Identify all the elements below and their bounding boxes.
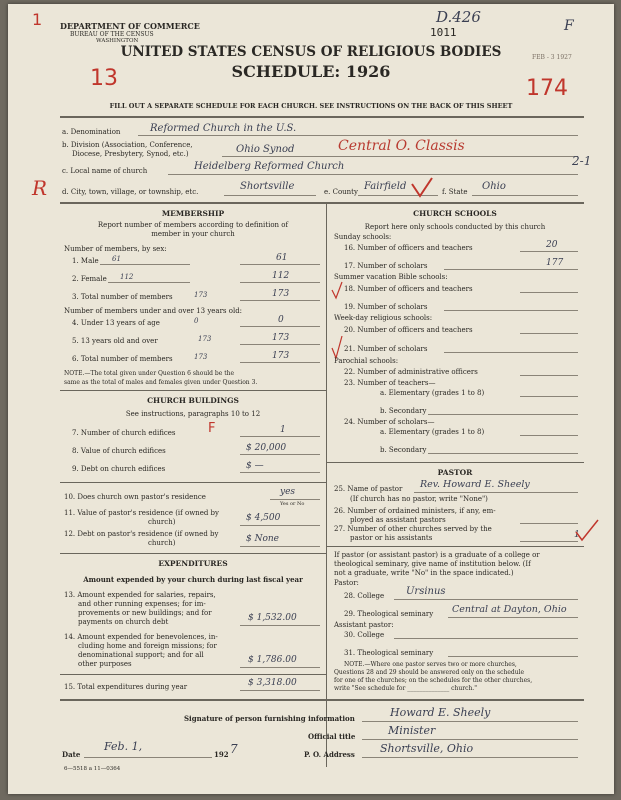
q6-total-label: 6. Total number of members xyxy=(72,355,173,363)
q10-residence-label: 10. Does church own pastor's residence xyxy=(64,493,206,501)
red-r-mark: R xyxy=(32,176,48,200)
q17-label: 17. Number of scholars xyxy=(344,262,428,270)
q28-value: Ursinus xyxy=(406,586,446,597)
pastor-note-2: Questions 28 and 29 should be answered only on the schedule xyxy=(334,669,525,676)
city-label: d. City, town, village, or township, etc. xyxy=(62,188,199,196)
q11-label-2: church) xyxy=(148,518,176,526)
q3-total-label: 3. Total number of members xyxy=(72,293,173,301)
expenditures-subheading: Amount expended by your church during last fiscal year xyxy=(83,575,303,584)
po-address-label: P. O. Address xyxy=(304,750,355,759)
q9-debt-value: $ — xyxy=(246,461,264,471)
q24-label: 24. Number of scholars— xyxy=(344,418,435,426)
q13-line-3: provements or new buildings; and for xyxy=(78,609,212,617)
handwritten-side-note: 2-1 xyxy=(572,154,592,168)
buildings-heading: CHURCH BUILDINGS xyxy=(147,396,239,405)
membership-heading: MEMBERSHIP xyxy=(161,209,225,218)
year-prefix: 192 xyxy=(214,750,229,759)
q6-total-value: 173 xyxy=(272,351,290,361)
age-breakdown-label: Number of members under and over 13 years old: xyxy=(64,307,243,315)
denomination-value: Reformed Church in the U.S. xyxy=(150,123,297,134)
division-label-line1: b. Division (Association, Conference, xyxy=(62,141,193,149)
pastor-note-4: write "See schedule for ______________ church." xyxy=(334,685,477,692)
signature-label: Signature of person furnishing information xyxy=(184,714,355,723)
q10-residence-value: yes xyxy=(280,487,296,497)
form-title: UNITED STATES CENSUS OF RELIGIOUS BODIES xyxy=(120,44,502,60)
division-red-annotation: Central O. Classis xyxy=(338,138,465,154)
date-value: Feb. 1, xyxy=(104,740,143,753)
q4-under13-label: 4. Under 13 years of age xyxy=(72,319,160,327)
official-title-label: Official title xyxy=(308,732,356,741)
q12-label-1: 12. Debt on pastor's residence (if owned by xyxy=(64,530,219,538)
q26-line-2: ployed as assistant pastors xyxy=(350,516,446,524)
q3-total-value: 173 xyxy=(272,289,290,299)
red-right-number: 174 xyxy=(526,76,568,101)
q13-line-1: 13. Amount expended for salaries, repairs, xyxy=(64,591,216,599)
department-name: DEPARTMENT OF COMMERCE xyxy=(60,21,200,31)
local-name-value: Heidelberg Reformed Church xyxy=(194,161,345,172)
graduate-note-3: not a graduate, write "No" in the space indicated.) xyxy=(334,569,514,577)
membership-note-2: same as the total of males and females given under Question 3. xyxy=(64,379,258,386)
date-label: Date xyxy=(62,750,81,759)
state-value: Ohio xyxy=(482,181,506,192)
q24b-label: b. Secondary xyxy=(380,446,427,454)
q2-female-hand: 112 xyxy=(120,273,134,281)
q11-label-1: 11. Value of pastor's residence (if owned by xyxy=(64,509,219,517)
q16-value: 20 xyxy=(546,240,558,250)
membership-subheading-2: member in your church xyxy=(151,230,235,238)
assistant-pastor-subheading: Assistant pastor: xyxy=(334,621,394,629)
q6-total-hand: 173 xyxy=(194,353,208,361)
q5-over13-label: 5. 13 years old and over xyxy=(72,337,158,345)
fill-out-instruction: FILL OUT A SEPARATE SCHEDULE FOR EACH CHURCH. SEE INSTRUCTIONS ON THE BACK OF THIS SHEET xyxy=(109,102,513,110)
summer-schools-label: Summer vacation Bible schools: xyxy=(334,273,448,281)
q7-edifices-value: 1 xyxy=(280,425,286,435)
pastor-note-3: for one of the churches; on the schedules for the other churches, xyxy=(334,677,533,684)
schedule-title: SCHEDULE: 1926 xyxy=(231,62,391,81)
red-check-icon xyxy=(574,518,600,544)
city-name: WASHINGTON xyxy=(96,38,139,44)
local-name-label: c. Local name of church xyxy=(62,167,148,175)
expenditures-heading: EXPENDITURES xyxy=(158,559,228,568)
q3-total-hand: 173 xyxy=(194,291,208,299)
q23a-label: a. Elementary (grades 1 to 8) xyxy=(380,389,485,397)
county-label: e. County xyxy=(324,188,358,196)
city-value: Shortsville xyxy=(240,181,295,192)
handwritten-file-number: D.426 xyxy=(436,8,481,26)
membership-note-1: NOTE.—The total given under Question 6 should be the xyxy=(64,370,235,377)
q1-male-label: 1. Male xyxy=(72,257,99,265)
q5-over13-value: 173 xyxy=(272,333,290,343)
q13-line-4: payments on church debt xyxy=(78,618,169,626)
q4-under13-hand: 0 xyxy=(194,317,199,325)
po-address-value: Shortsville, Ohio xyxy=(380,742,474,755)
q12-label-2: church) xyxy=(148,539,176,547)
q23-label: 23. Number of teachers— xyxy=(344,379,436,387)
q5-over13-hand: 173 xyxy=(198,335,212,343)
q27-value: 1 xyxy=(574,530,580,540)
red-check-icon xyxy=(410,176,434,198)
q19-label: 19. Number of scholars xyxy=(344,303,428,311)
q29-value: Central at Dayton, Ohio xyxy=(452,604,567,615)
denomination-label: a. Denomination xyxy=(62,128,121,136)
year-value: 7 xyxy=(230,742,238,756)
q8-value-value: $ 20,000 xyxy=(246,443,287,453)
official-title-value: Minister xyxy=(388,724,436,737)
census-schedule-sheet xyxy=(8,4,614,794)
q21-label: 21. Number of scholars xyxy=(344,345,428,353)
q8-value-label: 8. Value of church edifices xyxy=(72,447,166,455)
q26-line-1: 26. Number of ordained ministers, if any, em- xyxy=(334,507,496,515)
q1-male-value: 61 xyxy=(276,253,288,263)
pastor-note-1: NOTE.—Where one pastor serves two or more churches, xyxy=(344,661,517,668)
q25-label: 25. Name of pastor xyxy=(334,485,403,493)
stamp-number: 1011 xyxy=(430,26,457,39)
q1-male-hand: 61 xyxy=(112,255,121,263)
red-corner-mark: 1 xyxy=(32,10,43,29)
q31-label: 31. Theological seminary xyxy=(344,649,434,657)
parochial-schools-label: Parochial schools: xyxy=(334,357,399,365)
schools-subheading: Report here only schools conducted by this church xyxy=(364,223,546,231)
q29-label: 29. Theological seminary xyxy=(344,610,434,618)
division-value: Ohio Synod xyxy=(236,144,295,155)
q14-line-1: 14. Amount expended for benevolences, in- xyxy=(64,633,218,641)
buildings-subheading: See instructions, paragraphs 10 to 12 xyxy=(125,410,261,418)
form-number: 6—5518 a 11—0364 xyxy=(64,766,121,772)
q25-value: Rev. Howard E. Sheely xyxy=(420,479,530,490)
q17-value: 177 xyxy=(546,258,564,268)
q2-female-value: 112 xyxy=(272,271,290,281)
schools-heading: CHURCH SCHOOLS xyxy=(413,209,497,218)
q4-under13-value: 0 xyxy=(278,315,284,325)
pastor-subheading: Pastor: xyxy=(334,579,359,587)
weekday-schools-label: Week-day religious schools: xyxy=(334,314,433,322)
bureau-name: BUREAU OF THE CENSUS xyxy=(70,31,154,38)
q20-label: 20. Number of officers and teachers xyxy=(344,326,473,334)
q27-line-1: 27. Number of other churches served by the xyxy=(334,525,492,533)
county-value: Fairfield xyxy=(364,181,407,192)
check-mark-icon xyxy=(330,280,344,300)
q27-line-2: pastor or his assistants xyxy=(350,534,433,542)
graduate-note-1: If pastor (or assistant pastor) is a graduate of a college or xyxy=(334,551,540,559)
q24a-label: a. Elementary (grades 1 to 8) xyxy=(380,428,485,436)
q13-line-2: and other running expenses; for im- xyxy=(78,600,206,608)
q7-edifices-label: 7. Number of church edifices xyxy=(72,429,176,437)
q2-female-label: 2. Female xyxy=(72,275,107,283)
q30-label: 30. College xyxy=(344,631,385,639)
q14-line-2: cluding home and foreign missions; for xyxy=(78,642,217,650)
division-label-line2: Diocese, Presbytery, Synod, etc.) xyxy=(72,150,189,158)
q9-debt-label: 9. Debt on church edifices xyxy=(72,465,166,473)
q15-value: $ 3,318.00 xyxy=(248,678,297,688)
q14-line-4: other purposes xyxy=(78,660,132,668)
q25-note: (If church has no pastor, write "None") xyxy=(350,495,488,503)
state-label: f. State xyxy=(442,188,468,196)
signature-value: Howard E. Sheely xyxy=(390,706,491,719)
red-left-number: 13 xyxy=(90,66,118,91)
pastor-heading: PASTOR xyxy=(437,468,473,477)
q10-yes-no-note: Yes or No xyxy=(280,501,305,507)
q7-red-mark: F xyxy=(208,421,216,436)
q23b-label: b. Secondary xyxy=(380,407,427,415)
q18-label: 18. Number of officers and teachers xyxy=(344,285,473,293)
sunday-schools-label: Sunday schools: xyxy=(334,233,392,241)
q12-value: $ None xyxy=(246,534,280,544)
q14-line-3: denominational support; and for all xyxy=(78,651,204,659)
q15-label: 15. Total expenditures during year xyxy=(64,683,188,691)
q16-label: 16. Number of officers and teachers xyxy=(344,244,473,252)
handwritten-letter: F xyxy=(564,18,574,34)
q14-value: $ 1,786.00 xyxy=(248,655,297,665)
q11-value: $ 4,500 xyxy=(246,513,281,523)
membership-subheading-1: Report number of members according to definition of xyxy=(97,221,289,229)
q28-label: 28. College xyxy=(344,592,385,600)
received-stamp-date: FEB - 3 1927 xyxy=(532,54,572,61)
q13-value: $ 1,532.00 xyxy=(248,613,297,623)
q22-label: 22. Number of administrative officers xyxy=(344,368,478,376)
graduate-note-2: theological seminary, give name of institution below. (If xyxy=(334,560,531,568)
members-by-sex-label: Number of members, by sex: xyxy=(64,245,167,253)
